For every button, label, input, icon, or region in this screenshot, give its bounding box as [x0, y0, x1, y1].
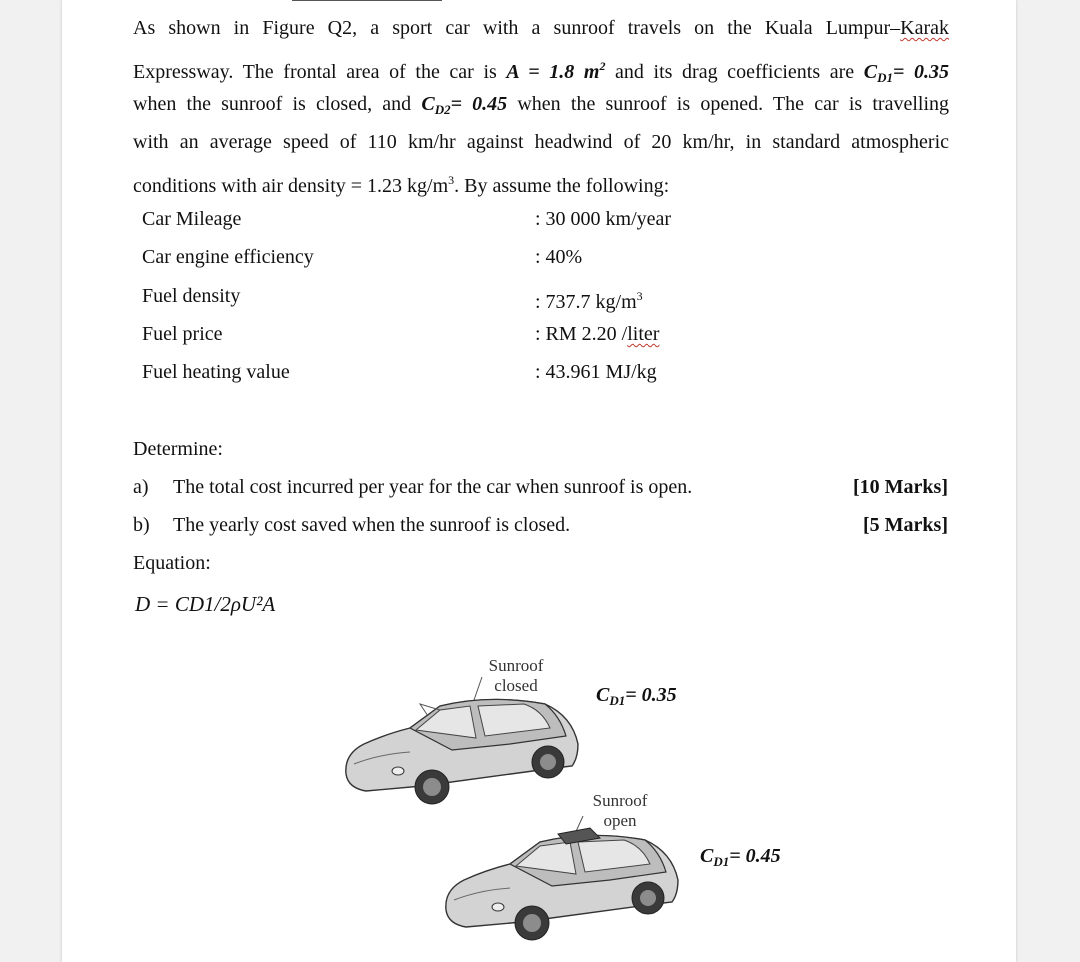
param-value-mileage: : 30 000 km/year — [535, 208, 672, 230]
question-a-marks: [10 Marks] — [853, 476, 948, 498]
drag-equation: D = CD1/2ρU²A — [135, 592, 276, 616]
intro-line-2-mid: and its drag coefficients are — [605, 61, 864, 83]
param-label-fuel-price: Fuel price — [142, 323, 223, 345]
intro-line-5-text: conditions with air density = 1.23 kg/m — [133, 175, 449, 197]
intro-line-3-post: when the sunroof is opened. The car is travelling — [507, 93, 949, 115]
intro-line-1 — [133, 16, 949, 40]
equation-heading: Equation: — [133, 552, 211, 574]
spell-flag-karak: Karak — [900, 17, 949, 39]
car2-label-line1: Sunroof — [592, 791, 648, 810]
param-value-heating-value: : 43.961 MJ/kg — [535, 361, 657, 383]
intro-line-3-text: when the sunroof is closed, and — [133, 93, 422, 115]
top-rule — [292, 0, 442, 1]
car-sunroof-open-image — [440, 812, 685, 947]
param-label-heating-value: Fuel heating value — [142, 361, 290, 383]
question-a-label: a) — [133, 476, 149, 498]
intro-line-2-text: Expressway. The frontal area of the car is — [133, 61, 507, 83]
spell-flag-liter: liter — [627, 323, 660, 345]
intro-line-2 — [133, 54, 949, 90]
param-label-efficiency: Car engine efficiency — [142, 246, 314, 268]
intro-line-1-text: As shown in Figure Q2, a sport car with a sunroof travels on the Kuala Lumpur– — [133, 17, 901, 39]
area-formula: A = 1.8 $m^2$ — [506, 59, 606, 83]
cd1-formula: $C_{D1}= 0.35$ — [863, 61, 949, 85]
param-label-mileage: Car Mileage — [142, 208, 242, 230]
param-value-fuel-price: : RM 2.20 /liter — [535, 323, 660, 345]
intro-line-5-post: . By assume the following: — [454, 175, 670, 197]
car1-label-line2: closed — [494, 676, 538, 695]
question-a-text: The total cost incurred per year for the car when sunroof is open. — [173, 476, 693, 498]
car2-cd-label: $C_{D1}= 0.45$ — [700, 845, 781, 869]
cd2-formula: $C_{D2}= 0.45$ — [421, 93, 508, 117]
question-b-label: b) — [133, 514, 150, 536]
intro-line-5 — [133, 168, 949, 198]
determine-heading: Determine: — [133, 438, 223, 460]
intro-line-3 — [133, 92, 949, 122]
intro-line-4: with an average speed of 110 km/hr against headwind of 20 km/hr, in standard atmospheric — [133, 131, 949, 153]
density-exponent: 3 — [448, 173, 455, 187]
car1-label-line1: Sunroof — [488, 656, 544, 675]
question-b-marks: [5 Marks] — [863, 514, 948, 536]
param-value-fuel-density: : 737.7 $kg/m^3$ — [535, 289, 643, 313]
car2-label-line2: open — [603, 811, 637, 830]
param-value-efficiency: : 40% — [535, 246, 583, 268]
car1-cd-label: $C_{D1}= 0.35$ — [596, 684, 677, 708]
param-label-fuel-density: Fuel density — [142, 285, 241, 307]
car-sunroof-closed-image — [340, 676, 585, 811]
question-b-text: The yearly cost saved when the sunroof is closed. — [173, 514, 571, 536]
